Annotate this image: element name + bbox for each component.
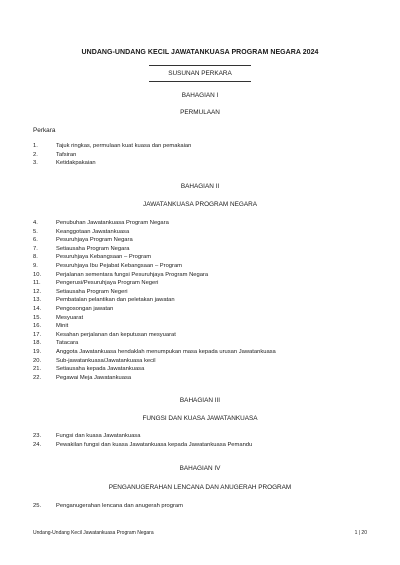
item-title: Keanggotaan Jawatankuasa xyxy=(56,228,130,235)
part-heading: BAHAGIAN IV xyxy=(179,465,221,472)
item-number: 24. xyxy=(33,441,42,448)
document-title: UNDANG-UNDANG KECIL JAWATANKUASA PROGRAM NEGARA 2024 xyxy=(81,49,319,56)
list-item xyxy=(0,357,400,366)
item-number: 13. xyxy=(33,297,42,304)
item-number: 9. xyxy=(33,263,38,269)
item-number: 23. xyxy=(33,433,42,439)
list-item xyxy=(0,432,400,441)
perkara-label: Perkara xyxy=(33,127,56,134)
item-number: 17. xyxy=(33,331,42,338)
item-number: 8. xyxy=(33,254,38,261)
item-number: 5. xyxy=(33,228,38,235)
item-title: Mesyuarat xyxy=(56,314,84,321)
item-title: Pesuruhjaya Program Negara xyxy=(56,237,133,244)
item-number: 14. xyxy=(33,306,42,312)
item-number: 2. xyxy=(33,151,38,158)
title-divider-bottom xyxy=(149,81,251,82)
list-item xyxy=(0,245,400,254)
list-item xyxy=(0,228,400,237)
list-item xyxy=(0,296,400,305)
list-item xyxy=(0,279,400,288)
item-number: 21. xyxy=(33,366,42,373)
list-item xyxy=(0,288,400,297)
list-item xyxy=(0,331,400,340)
item-title: Ketidakpakaian xyxy=(56,160,96,167)
item-title: Tajuk ringkas, permulaan kuat kuasa dan pemakaian xyxy=(56,143,192,149)
part-name: PENGANUGERAHAN LENCANA DAN ANUGERAH PROGRAM xyxy=(108,484,292,491)
list-item xyxy=(0,253,400,262)
item-title: Fungsi dan kuasa Jawatankuasa xyxy=(56,433,141,439)
title-divider-top xyxy=(149,65,251,66)
item-title: Penubuhan Jawatankuasa Program Negara xyxy=(56,220,169,226)
item-title: Pesuruhjaya Ibu Pejabat Kebangsaan – Program xyxy=(56,263,183,269)
item-title: Pembatalan pelantikan dan peletakan jawatan xyxy=(56,297,175,304)
item-title: Sub-jawatankuasa/Jawatankuasa kecil xyxy=(56,357,156,364)
item-title: Setiausaha Program Negara xyxy=(56,245,130,252)
item-number: 16. xyxy=(33,323,42,330)
item-number: 18. xyxy=(33,340,42,347)
item-number: 19. xyxy=(33,349,42,355)
part-name: JAWATANKUASA PROGRAM NEGARA xyxy=(143,201,257,208)
item-number: 6. xyxy=(33,237,38,244)
item-title: Pegawai Meja Jawatankuasa xyxy=(56,374,132,381)
item-number: 10. xyxy=(33,271,42,278)
list-item xyxy=(0,271,400,280)
contents-heading: SUSUNAN PERKARA xyxy=(168,70,232,77)
item-number: 4. xyxy=(33,220,38,226)
list-item xyxy=(0,339,400,348)
item-title: Tafsiran xyxy=(56,151,77,158)
part-heading: BAHAGIAN II xyxy=(180,183,220,190)
item-number: 3. xyxy=(33,160,38,167)
part-name: PERMULAAN xyxy=(180,109,220,116)
item-number: 1. xyxy=(33,143,38,149)
item-number: 25. xyxy=(33,503,42,509)
footer-title: Undang-Undang Kecil Jawatankuasa Program Negara xyxy=(33,530,154,536)
item-title: Setiausaha kepada Jawatankuasa xyxy=(56,366,145,373)
list-item xyxy=(0,365,400,374)
list-item xyxy=(0,322,400,331)
item-number: 22. xyxy=(33,374,42,381)
item-title: Pengerusi/Pesuruhjaya Program Negeri xyxy=(56,280,159,287)
item-number: 12. xyxy=(33,288,42,295)
item-title: Pesuruhjaya Kebangsaan – Program xyxy=(56,254,152,261)
item-title: Penganugerahan lencana dan anugerah program xyxy=(56,503,183,509)
list-item xyxy=(0,219,400,228)
part-heading: BAHAGIAN III xyxy=(179,397,221,404)
item-title: Setiausaha Program Negeri xyxy=(56,288,128,295)
list-item xyxy=(0,441,400,450)
item-title: Pengosongan jawatan xyxy=(56,306,114,312)
list-item xyxy=(0,262,400,271)
list-item xyxy=(0,151,400,160)
item-title: Perjalanan sementara fungsi Pesuruhjaya Program Negara xyxy=(56,271,209,278)
item-number: 15. xyxy=(33,314,42,321)
part-name: FUNGSI DAN KUASA JAWATANKUASA xyxy=(142,415,258,422)
list-item xyxy=(0,305,400,314)
list-item xyxy=(0,348,400,357)
part-heading: BAHAGIAN I xyxy=(181,92,219,99)
item-title: Kesahan perjalanan dan keputusan mesyuarat xyxy=(56,331,176,338)
list-item xyxy=(0,314,400,323)
list-item xyxy=(0,502,400,511)
item-number: 20. xyxy=(33,357,42,364)
item-title: Pewakilan fungsi dan kuasa Jawatankuasa kepada Jawatankuasa Pemandu xyxy=(56,441,253,448)
list-item xyxy=(0,236,400,245)
list-item xyxy=(0,142,400,151)
list-item xyxy=(0,159,400,168)
item-number: 7. xyxy=(33,245,38,252)
item-title: Minit xyxy=(56,323,69,330)
page-number: 1 | 20 xyxy=(354,530,367,536)
list-item xyxy=(0,374,400,383)
item-title: Anggota Jawatankuasa hendaklah menumpukan masa kepada urusan Jawatankuasa xyxy=(56,349,276,355)
item-number: 11. xyxy=(33,280,41,287)
item-title: Tatacara xyxy=(56,340,79,347)
